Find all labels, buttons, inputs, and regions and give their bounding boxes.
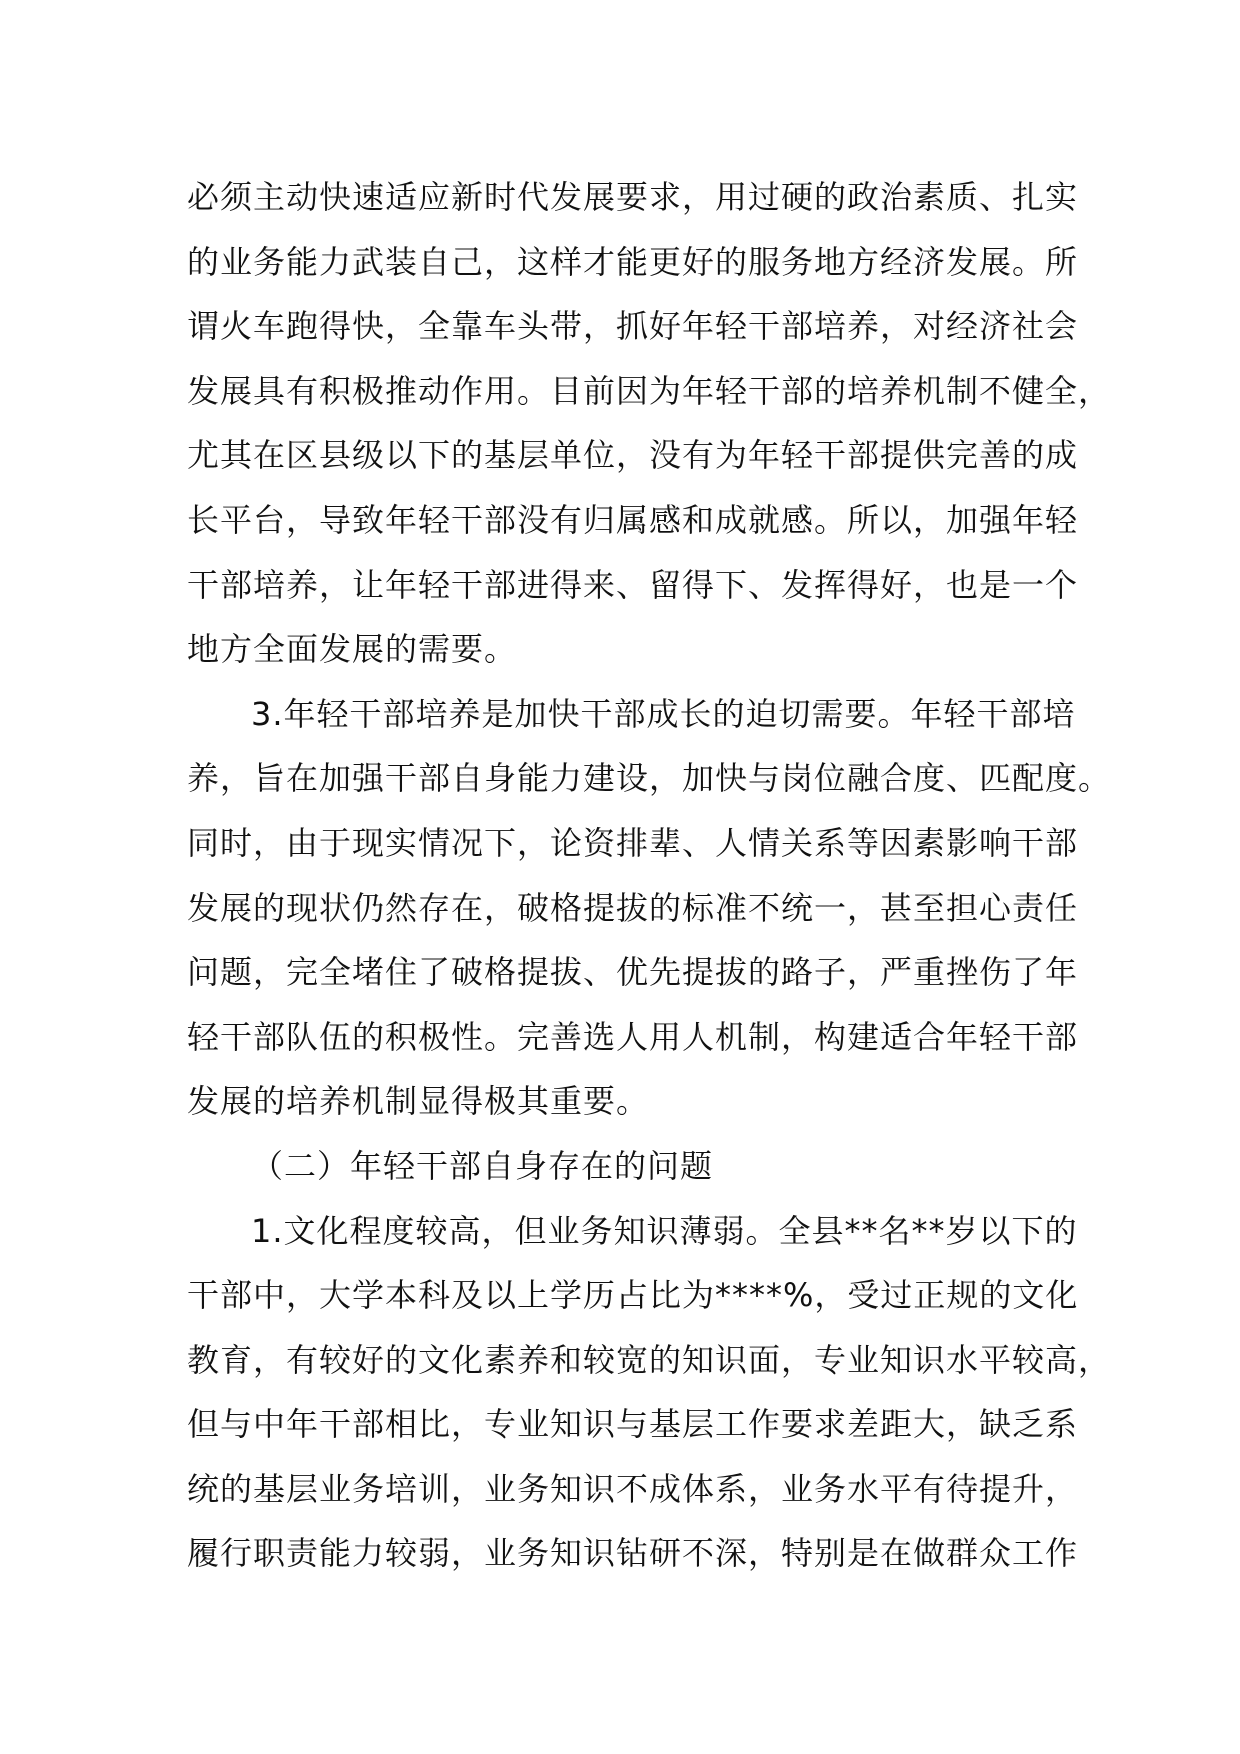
text-line-7: 干部培养，让年轻干部进得来、留得下、发挥得好，也是一个 (187, 565, 1079, 604)
text-line-15: 发展的培养机制显得极其重要。 (187, 1082, 650, 1121)
text-line-22: 履行职责能力较弱，业务知识钻研不深，特别是在做群众工作 (187, 1534, 1079, 1573)
text-line-19: 教育，有较好的文化素养和较宽的知识面，专业知识水平较高， (187, 1340, 1112, 1379)
text-line-18: 干部中，大学本科及以上学历占比为****%，受过正规的文化 (187, 1276, 1079, 1315)
body-text (187, 165, 1112, 1586)
section-heading: （二）年轻干部自身存在的问题 (251, 1146, 714, 1185)
text-line-12: 发展的现状仍然存在，破格提拔的标准不统一，甚至担心责任 (187, 888, 1079, 927)
text-line-2: 的业务能力武装自己，这样才能更好的服务地方经济发展。所 (187, 242, 1079, 281)
text-line-14: 轻干部队伍的积极性。完善选人用人机制，构建适合年轻干部 (187, 1017, 1079, 1056)
text-line-21: 统的基层业务培训，业务知识不成体系，业务水平有待提升， (187, 1469, 1079, 1508)
text-line-3: 谓火车跑得快，全靠车头带，抓好年轻干部培养，对经济社会 (187, 307, 1079, 346)
text-line-5: 尤其在区县级以下的基层单位，没有为年轻干部提供完善的成 (187, 436, 1079, 475)
text-line-11: 同时，由于现实情况下，论资排辈、人情关系等因素影响干部 (187, 823, 1079, 862)
text-line-6: 长平台，导致年轻干部没有归属感和成就感。所以，加强年轻 (187, 500, 1079, 539)
text-line-13: 问题，完全堵住了破格提拔、优先提拔的路子，严重挫伤了年 (187, 953, 1079, 992)
text-line-10: 养，旨在加强干部自身能力建设，加快与岗位融合度、匹配度。 (187, 759, 1112, 798)
text-line-8: 地方全面发展的需要。 (187, 630, 518, 669)
paragraph-1-heading: 1.文化程度较高，但业务知识薄弱。全县**名**岁以下的 (251, 1211, 1078, 1250)
text-line-1: 必须主动快速适应新时代发展要求，用过硬的政治素质、扎实 (187, 178, 1079, 216)
paragraph-3-heading: 3.年轻干部培养是加快干部成长的迫切需要。年轻干部培 (251, 694, 1076, 733)
text-line-4: 发展具有积极推动作用。目前因为年轻干部的培养机制不健全， (187, 371, 1112, 410)
text-line-20: 但与中年干部相比，专业知识与基层工作要求差距大，缺乏系 (187, 1405, 1079, 1444)
